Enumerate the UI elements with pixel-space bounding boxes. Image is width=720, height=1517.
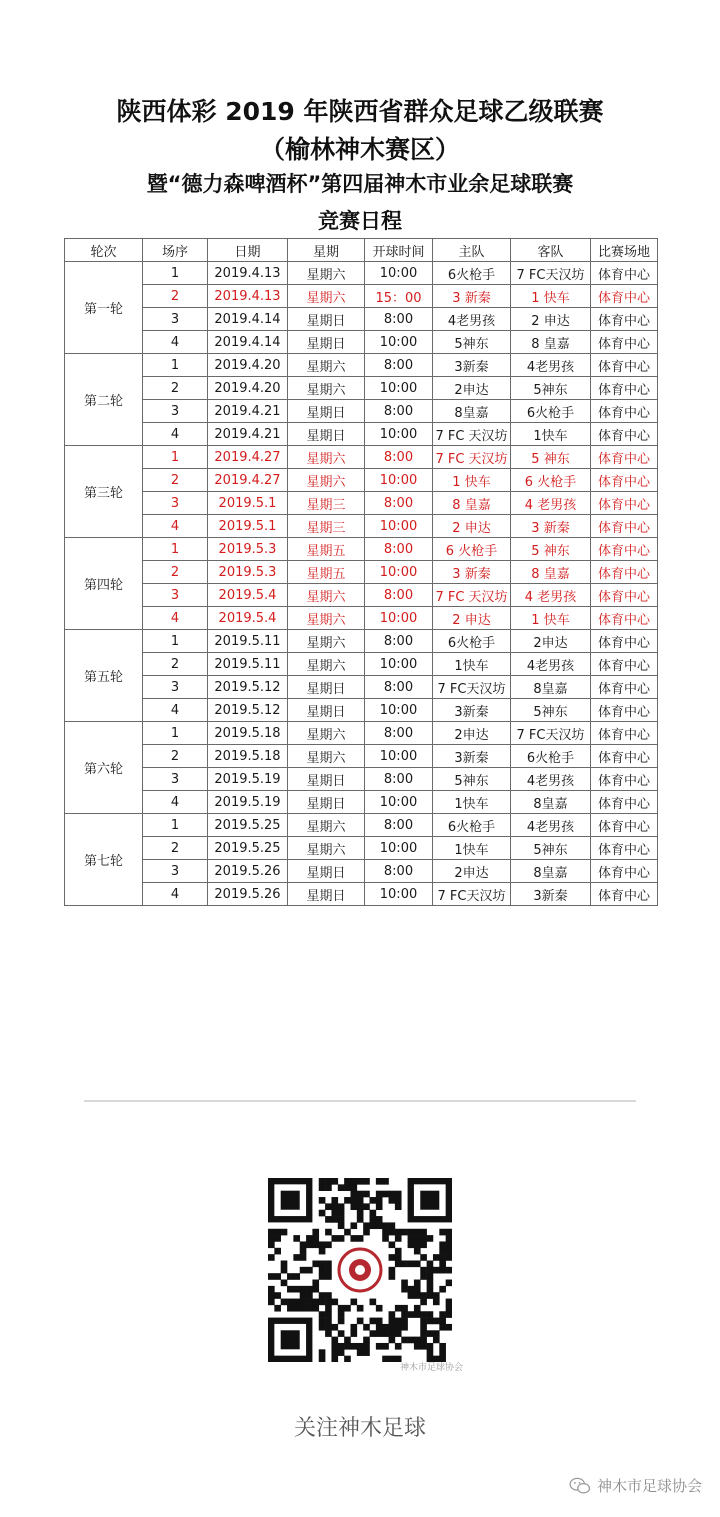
match-number: 3 [143, 860, 208, 883]
kickoff-time: 15：00 [365, 285, 433, 308]
away-team: 8皇嘉 [511, 676, 591, 699]
match-weekday: 星期日 [288, 883, 365, 906]
home-team: 1快车 [433, 837, 511, 860]
home-team: 6火枪手 [433, 262, 511, 285]
table-row [65, 538, 658, 561]
away-team: 8皇嘉 [511, 860, 591, 883]
away-team: 4老男孩 [511, 653, 591, 676]
home-team: 7 FC 天汉坊 [433, 423, 511, 446]
table-row [65, 561, 658, 584]
venue: 体育中心 [591, 722, 658, 745]
table-header-row [65, 239, 658, 262]
schedule-body [65, 262, 658, 906]
match-weekday: 星期日 [288, 308, 365, 331]
away-team: 6火枪手 [511, 400, 591, 423]
venue: 体育中心 [591, 584, 658, 607]
match-date: 2019.5.26 [208, 860, 288, 883]
match-date: 2019.5.19 [208, 791, 288, 814]
match-weekday: 星期六 [288, 814, 365, 837]
column-header: 开球时间 [365, 239, 433, 262]
away-team: 4老男孩 [511, 354, 591, 377]
kickoff-time: 10:00 [365, 653, 433, 676]
match-number: 2 [143, 837, 208, 860]
match-date: 2019.5.1 [208, 492, 288, 515]
kickoff-time: 8:00 [365, 814, 433, 837]
match-weekday: 星期五 [288, 538, 365, 561]
home-team: 7 FC 天汉坊 [433, 584, 511, 607]
kickoff-time: 8:00 [365, 584, 433, 607]
match-number: 4 [143, 423, 208, 446]
table-row [65, 630, 658, 653]
match-weekday: 星期六 [288, 837, 365, 860]
away-team: 1快车 [511, 423, 591, 446]
venue: 体育中心 [591, 515, 658, 538]
away-team: 5 神东 [511, 538, 591, 561]
match-weekday: 星期日 [288, 676, 365, 699]
venue: 体育中心 [591, 653, 658, 676]
match-number: 1 [143, 814, 208, 837]
table-row [65, 791, 658, 814]
venue: 体育中心 [591, 400, 658, 423]
home-team: 7 FC天汉坊 [433, 883, 511, 906]
round-label: 第一轮 [65, 262, 143, 354]
match-number: 1 [143, 446, 208, 469]
kickoff-time: 10:00 [365, 377, 433, 400]
table-row [65, 469, 658, 492]
away-team: 3新秦 [511, 883, 591, 906]
home-team: 1快车 [433, 791, 511, 814]
schedule-table [64, 238, 658, 906]
match-date: 2019.5.3 [208, 561, 288, 584]
home-team: 2申达 [433, 722, 511, 745]
match-weekday: 星期六 [288, 446, 365, 469]
match-date: 2019.5.11 [208, 630, 288, 653]
kickoff-time: 8:00 [365, 446, 433, 469]
away-team: 4 老男孩 [511, 492, 591, 515]
column-header: 比赛场地 [591, 239, 658, 262]
home-team: 2申达 [433, 377, 511, 400]
match-weekday: 星期日 [288, 860, 365, 883]
match-date: 2019.5.12 [208, 699, 288, 722]
home-team: 3新秦 [433, 699, 511, 722]
match-number: 4 [143, 883, 208, 906]
away-team: 4 老男孩 [511, 584, 591, 607]
match-number: 2 [143, 561, 208, 584]
kickoff-time: 10:00 [365, 607, 433, 630]
match-date: 2019.5.12 [208, 676, 288, 699]
kickoff-time: 8:00 [365, 354, 433, 377]
match-date: 2019.4.14 [208, 331, 288, 354]
match-number: 3 [143, 400, 208, 423]
table-row [65, 400, 658, 423]
follow-prompt: 关注神木足球 [293, 1416, 426, 1441]
match-date: 2019.5.25 [208, 814, 288, 837]
round-label: 第二轮 [65, 354, 143, 446]
away-team: 1 快车 [511, 607, 591, 630]
venue: 体育中心 [591, 745, 658, 768]
home-team: 3新秦 [433, 354, 511, 377]
match-number: 2 [143, 285, 208, 308]
match-date: 2019.5.4 [208, 584, 288, 607]
table-row [65, 699, 658, 722]
match-weekday: 星期日 [288, 400, 365, 423]
kickoff-time: 8:00 [365, 308, 433, 331]
home-team: 2申达 [433, 860, 511, 883]
away-team: 2 申达 [511, 308, 591, 331]
column-header: 主队 [433, 239, 511, 262]
away-team: 8 皇嘉 [511, 331, 591, 354]
home-team: 3 新秦 [433, 285, 511, 308]
column-header: 客队 [511, 239, 591, 262]
kickoff-time: 8:00 [365, 538, 433, 561]
venue: 体育中心 [591, 837, 658, 860]
match-weekday: 星期六 [288, 745, 365, 768]
table-row [65, 883, 658, 906]
match-number: 4 [143, 791, 208, 814]
match-date: 2019.4.27 [208, 446, 288, 469]
venue: 体育中心 [591, 423, 658, 446]
kickoff-time: 10:00 [365, 837, 433, 860]
match-date: 2019.5.19 [208, 768, 288, 791]
match-weekday: 星期六 [288, 584, 365, 607]
home-team: 3 新秦 [433, 561, 511, 584]
away-team: 7 FC天汉坊 [511, 722, 591, 745]
match-weekday: 星期日 [288, 423, 365, 446]
match-date: 2019.5.1 [208, 515, 288, 538]
page-subtitle-cup: 暨“德力森啤酒杯”第四届神木市业余足球联赛 [146, 172, 574, 196]
match-weekday: 星期三 [288, 492, 365, 515]
match-weekday: 星期六 [288, 285, 365, 308]
home-team: 1快车 [433, 653, 511, 676]
away-team: 5神东 [511, 837, 591, 860]
away-team: 6 火枪手 [511, 469, 591, 492]
venue: 体育中心 [591, 699, 658, 722]
match-weekday: 星期六 [288, 722, 365, 745]
table-row [65, 860, 658, 883]
venue: 体育中心 [591, 469, 658, 492]
away-team: 8皇嘉 [511, 791, 591, 814]
kickoff-time: 8:00 [365, 768, 433, 791]
home-team: 2 申达 [433, 515, 511, 538]
match-number: 1 [143, 354, 208, 377]
page-title: 陕西体彩 2019 年陕西省群众足球乙级联赛 [116, 97, 604, 126]
match-weekday: 星期日 [288, 768, 365, 791]
home-team: 7 FC 天汉坊 [433, 446, 511, 469]
match-date: 2019.5.18 [208, 745, 288, 768]
kickoff-time: 10:00 [365, 262, 433, 285]
home-team: 6火枪手 [433, 814, 511, 837]
venue: 体育中心 [591, 607, 658, 630]
venue: 体育中心 [591, 768, 658, 791]
venue: 体育中心 [591, 630, 658, 653]
match-weekday: 星期日 [288, 699, 365, 722]
match-number: 2 [143, 653, 208, 676]
kickoff-time: 8:00 [365, 630, 433, 653]
page-subtitle-region: （榆林神木赛区） [259, 135, 460, 164]
table-row [65, 607, 658, 630]
watermark [569, 1475, 702, 1496]
table-row [65, 446, 658, 469]
round-label: 第五轮 [65, 630, 143, 722]
table-row [65, 331, 658, 354]
venue: 体育中心 [591, 308, 658, 331]
table-row [65, 285, 658, 308]
match-number: 3 [143, 584, 208, 607]
home-team: 8 皇嘉 [433, 492, 511, 515]
match-number: 3 [143, 492, 208, 515]
home-team: 4老男孩 [433, 308, 511, 331]
home-team: 2 申达 [433, 607, 511, 630]
match-number: 4 [143, 607, 208, 630]
kickoff-time: 10:00 [365, 469, 433, 492]
kickoff-time: 10:00 [365, 745, 433, 768]
match-number: 2 [143, 469, 208, 492]
round-label: 第三轮 [65, 446, 143, 538]
kickoff-time: 10:00 [365, 561, 433, 584]
home-team: 5神东 [433, 768, 511, 791]
round-label: 第七轮 [65, 814, 143, 906]
venue: 体育中心 [591, 676, 658, 699]
table-row [65, 515, 658, 538]
away-team: 2申达 [511, 630, 591, 653]
table-row [65, 308, 658, 331]
table-row [65, 676, 658, 699]
watermark-text: 神木市足球协会 [596, 1477, 702, 1495]
table-row [65, 768, 658, 791]
kickoff-time: 10:00 [365, 883, 433, 906]
kickoff-time: 10:00 [365, 331, 433, 354]
match-number: 2 [143, 745, 208, 768]
home-team: 6 火枪手 [433, 538, 511, 561]
match-number: 1 [143, 722, 208, 745]
column-header: 场序 [143, 239, 208, 262]
page-subtitle-schedule: 竞赛日程 [318, 209, 402, 233]
match-number: 1 [143, 262, 208, 285]
match-weekday: 星期六 [288, 354, 365, 377]
match-weekday: 星期日 [288, 791, 365, 814]
kickoff-time: 8:00 [365, 860, 433, 883]
table-row [65, 722, 658, 745]
away-team: 6火枪手 [511, 745, 591, 768]
match-date: 2019.5.11 [208, 653, 288, 676]
kickoff-time: 10:00 [365, 515, 433, 538]
table-row [65, 377, 658, 400]
match-date: 2019.4.21 [208, 423, 288, 446]
venue: 体育中心 [591, 791, 658, 814]
table-row [65, 837, 658, 860]
away-team: 5 神东 [511, 446, 591, 469]
column-header: 日期 [208, 239, 288, 262]
venue: 体育中心 [591, 331, 658, 354]
home-team: 8皇嘉 [433, 400, 511, 423]
venue: 体育中心 [591, 814, 658, 837]
wechat-icon [569, 1477, 591, 1495]
venue: 体育中心 [591, 285, 658, 308]
column-header: 轮次 [65, 239, 143, 262]
match-weekday: 星期六 [288, 607, 365, 630]
match-number: 1 [143, 538, 208, 561]
table-row [65, 814, 658, 837]
match-weekday: 星期日 [288, 331, 365, 354]
match-date: 2019.4.13 [208, 262, 288, 285]
match-date: 2019.5.18 [208, 722, 288, 745]
match-weekday: 星期六 [288, 653, 365, 676]
section-divider [84, 1100, 636, 1102]
away-team: 5神东 [511, 377, 591, 400]
venue: 体育中心 [591, 446, 658, 469]
away-team: 1 快车 [511, 285, 591, 308]
match-date: 2019.5.3 [208, 538, 288, 561]
match-weekday: 星期六 [288, 630, 365, 653]
match-number: 3 [143, 676, 208, 699]
table-row [65, 745, 658, 768]
venue: 体育中心 [591, 377, 658, 400]
table-row [65, 492, 658, 515]
qr-caption: 神木市足球协会 [400, 1363, 464, 1373]
match-number: 4 [143, 515, 208, 538]
match-date: 2019.4.20 [208, 377, 288, 400]
match-date: 2019.4.20 [208, 354, 288, 377]
kickoff-time: 8:00 [365, 722, 433, 745]
table-row [65, 354, 658, 377]
match-weekday: 星期五 [288, 561, 365, 584]
round-label: 第六轮 [65, 722, 143, 814]
venue: 体育中心 [591, 883, 658, 906]
kickoff-time: 8:00 [365, 400, 433, 423]
home-team: 3新秦 [433, 745, 511, 768]
away-team: 5神东 [511, 699, 591, 722]
match-number: 3 [143, 308, 208, 331]
qr-code-icon [268, 1178, 452, 1362]
match-date: 2019.5.26 [208, 883, 288, 906]
away-team: 4老男孩 [511, 814, 591, 837]
table-row [65, 584, 658, 607]
match-date: 2019.5.25 [208, 837, 288, 860]
venue: 体育中心 [591, 538, 658, 561]
match-number: 3 [143, 768, 208, 791]
qr-code [268, 1178, 452, 1362]
match-number: 4 [143, 331, 208, 354]
round-label: 第四轮 [65, 538, 143, 630]
match-date: 2019.4.14 [208, 308, 288, 331]
column-header: 星期 [288, 239, 365, 262]
match-weekday: 星期六 [288, 377, 365, 400]
match-date: 2019.4.13 [208, 285, 288, 308]
match-number: 1 [143, 630, 208, 653]
match-weekday: 星期六 [288, 469, 365, 492]
venue: 体育中心 [591, 561, 658, 584]
kickoff-time: 8:00 [365, 492, 433, 515]
away-team: 7 FC天汉坊 [511, 262, 591, 285]
table-row [65, 653, 658, 676]
away-team: 3 新秦 [511, 515, 591, 538]
venue: 体育中心 [591, 860, 658, 883]
away-team: 8 皇嘉 [511, 561, 591, 584]
venue: 体育中心 [591, 492, 658, 515]
venue: 体育中心 [591, 262, 658, 285]
home-team: 5神东 [433, 331, 511, 354]
kickoff-time: 8:00 [365, 676, 433, 699]
match-date: 2019.4.27 [208, 469, 288, 492]
table-row [65, 262, 658, 285]
home-team: 1 快车 [433, 469, 511, 492]
venue: 体育中心 [591, 354, 658, 377]
kickoff-time: 10:00 [365, 699, 433, 722]
away-team: 4老男孩 [511, 768, 591, 791]
match-weekday: 星期六 [288, 262, 365, 285]
kickoff-time: 10:00 [365, 791, 433, 814]
match-number: 2 [143, 377, 208, 400]
home-team: 6火枪手 [433, 630, 511, 653]
kickoff-time: 10:00 [365, 423, 433, 446]
home-team: 7 FC天汉坊 [433, 676, 511, 699]
table-row [65, 423, 658, 446]
match-weekday: 星期三 [288, 515, 365, 538]
match-date: 2019.5.4 [208, 607, 288, 630]
match-number: 4 [143, 699, 208, 722]
match-date: 2019.4.21 [208, 400, 288, 423]
